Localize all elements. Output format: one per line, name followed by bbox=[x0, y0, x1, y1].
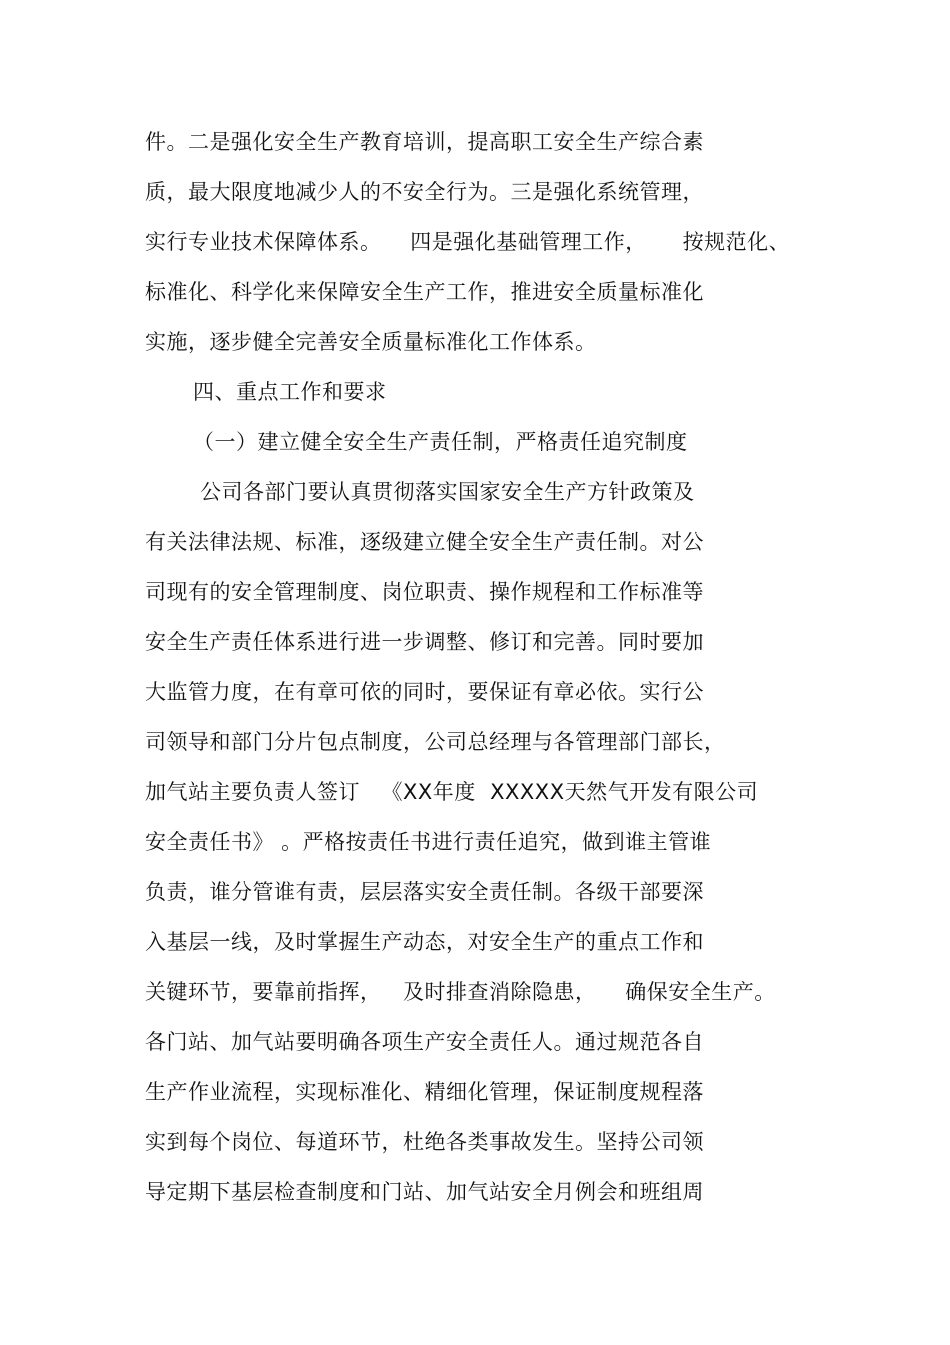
text-line: 实到每个岗位、每道环节，杜绝各类事故发生。坚持公司领 bbox=[145, 1130, 704, 1154]
text-line: 负责，谁分管谁有责，层层落实安全责任制。各级干部要深 bbox=[145, 880, 704, 904]
text-line: 件。二是强化安全生产教育培训，提高职工安全生产综合素 bbox=[145, 130, 704, 154]
subsection-heading: （一）建立健全安全生产责任制，严格责任追究制度 bbox=[193, 430, 688, 454]
text-line: 司领导和部门分片包点制度，公司总经理与各管理部门部长， bbox=[145, 730, 726, 754]
text-line: 有关法律法规、标准，逐级建立健全安全生产责任制。对公 bbox=[145, 530, 704, 554]
text-line: 质，最大限度地减少人的不安全行为。三是强化系统管理， bbox=[145, 180, 704, 204]
text-line: 关键环节，要靠前指挥， 及时排查消除隐患， 确保安全生产。 bbox=[145, 980, 776, 1004]
text-line: 各门站、加气站要明确各项生产安全责任人。通过规范各自 bbox=[145, 1030, 704, 1054]
text-line: 司现有的安全管理制度、岗位职责、操作规程和工作标准等 bbox=[145, 580, 704, 604]
text-line: 标准化、科学化来保障安全生产工作，推进安全质量标准化 bbox=[145, 280, 704, 304]
text-line: 安全生产责任体系进行进一步调整、修订和完善。同时要加 bbox=[145, 630, 704, 654]
text-line: 加气站主要负责人签订 《XX年度 XXXXX天然气开发有限公司 bbox=[145, 780, 759, 804]
text-line: 大监管力度，在有章可依的同时，要保证有章必依。实行公 bbox=[145, 680, 704, 704]
text-line: 实施，逐步健全完善安全质量标准化工作体系。 bbox=[145, 330, 597, 354]
text-line: 生产作业流程，实现标准化、精细化管理，保证制度规程落 bbox=[145, 1080, 704, 1104]
text-line: 公司各部门要认真贯彻落实国家安全生产方针政策及 bbox=[200, 480, 695, 504]
section-heading: 四、重点工作和要求 bbox=[193, 380, 387, 404]
text-line: 入基层一线，及时掌握生产动态，对安全生产的重点工作和 bbox=[145, 930, 704, 954]
text-line: 安全责任书》 。严格按责任书进行责任追究，做到谁主管谁 bbox=[145, 830, 712, 854]
text-line: 实行专业技术保障体系。 四是强化基础管理工作， 按规范化、 bbox=[145, 230, 791, 254]
text-line: 导定期下基层检查制度和门站、加气站安全月例会和班组周 bbox=[145, 1180, 704, 1204]
